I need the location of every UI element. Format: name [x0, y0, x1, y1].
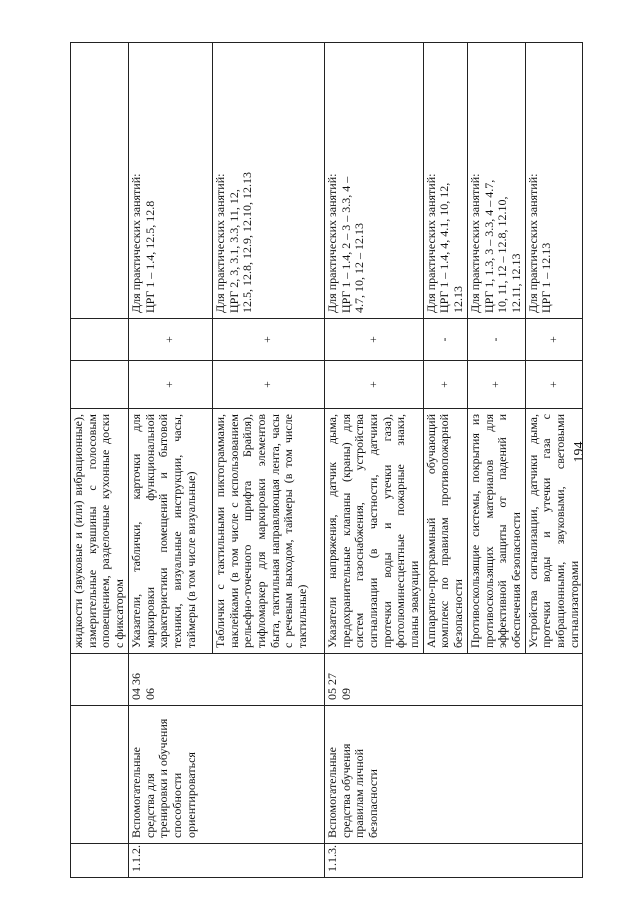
availability-mark-1: +	[467, 361, 525, 409]
availability-mark-2: +	[525, 319, 583, 361]
availability-mark-1: +	[525, 361, 583, 409]
row-number-cell: 1.1.3.	[324, 844, 583, 878]
table-row	[71, 43, 129, 878]
availability-mark-1: +	[212, 361, 324, 409]
note-line: ЦРГ 2, 3, 3.1, 3.3, 11, 12,	[226, 189, 241, 313]
equipment-description-cell: Таблички с тактильными пиктограммами, наклейками (в том числе с использованием рельефно-точечного шрифта Брайля), тифломаркер для маркировки элементов быта, тактильная направляющая лента, часы с речевым выходом, таймеры (в том числе тактильные)	[212, 409, 324, 654]
equipment-description-cell: Противоскользящие системы, покрытия из противоскользящих материалов для эффективной защиты от падений и обеспечения безопасности	[467, 409, 525, 654]
classification-code-cell: 04 36 06	[128, 654, 324, 706]
availability-mark-2: +	[212, 319, 324, 361]
equipment-description-cell: жидкости (звуковые и (или) вибрационные), измерительные кувшины с голосовым оповещением, разделочные кухонные доски с фиксатором	[71, 409, 129, 654]
note-line: 12.5, 12.8, 12.9, 12.10, 12.13	[240, 172, 255, 313]
table-row	[128, 43, 212, 878]
equipment-description-cell: Аппаратно-программный обучающий комплекс по правилам противопожарной безопасности	[423, 409, 467, 654]
availability-mark-1	[71, 361, 129, 409]
note-line: ЦРГ 1 – 1.4, 4, 4.1, 10, 12,	[437, 182, 452, 313]
classification-code-cell	[71, 654, 129, 706]
note-line: Для практических занятий:	[324, 173, 339, 313]
note-line: ЦРГ 1, 1.3, 3 – 3.3, 4 – 4.7,	[481, 179, 496, 313]
note-line: Для практических занятий:	[128, 173, 143, 313]
availability-mark-2: -	[467, 319, 525, 361]
note-line: Для практических занятий:	[467, 173, 482, 313]
item-name-cell	[71, 706, 129, 844]
note-line: ЦРГ 1 – 1.4, 12.5, 12.8	[142, 200, 157, 313]
availability-mark-2: +	[324, 319, 423, 361]
availability-mark-2: -	[423, 319, 467, 361]
note-line: 10, 11, 12 – 12.8, 12.10,	[495, 196, 510, 313]
table-row	[324, 43, 423, 878]
equipment-description-cell: Устройства сигнализации, датчики дыма, протечки воды и утечки газа с вибрационными, звуковыми, световыми сигнализаторами	[525, 409, 583, 654]
practical-lessons-note	[324, 43, 423, 319]
availability-mark-2	[71, 319, 129, 361]
availability-mark-1: +	[324, 361, 423, 409]
availability-mark-1: +	[423, 361, 467, 409]
practical-lessons-note	[128, 43, 212, 319]
note-line: Для практических занятий:	[525, 173, 540, 313]
row-number-cell	[71, 844, 129, 878]
equipment-description-cell: Указатели напряжения, датчик дыма, предохранительные клапаны (краны) для систем газоснабжения, устройства сигнализации (в частности, датчики протечки воды и утечки газа), фотолюминесцентные пожарные знаки, планы эвакуации	[324, 409, 423, 654]
availability-mark-1: +	[128, 361, 212, 409]
note-line: Для практических занятий:	[423, 173, 438, 313]
page-number: 194	[572, 441, 587, 463]
item-name-cell: Вспомогательные средства для тренировки и обучения способности ориентироваться	[128, 706, 324, 844]
note-line: ЦРГ 1 – 1.4, 2 – 3 – 3.3, 4 –	[338, 176, 353, 313]
classification-code-cell: 05 27 09	[324, 654, 583, 706]
availability-mark-2: +	[128, 319, 212, 361]
note-line: 4.7, 10, 12 – 12.13	[352, 223, 367, 313]
note-line: ЦРГ 1 – 12.13	[539, 242, 554, 313]
row-number-cell: 1.1.2.	[128, 844, 324, 878]
note-line: 12.11, 12.13	[508, 253, 523, 313]
equipment-table	[70, 42, 583, 878]
item-name-cell: Вспомогательные средства обучения правилам личной безопасности	[324, 706, 583, 844]
note-line: Для практических занятий:	[212, 173, 227, 313]
practical-lessons-note	[467, 43, 525, 319]
note-line: 12.13	[451, 286, 466, 313]
practical-lessons-note	[71, 43, 129, 319]
practical-lessons-note	[525, 43, 583, 319]
practical-lessons-note	[423, 43, 467, 319]
practical-lessons-note	[212, 43, 324, 319]
equipment-description-cell: Указатели, таблички, карточки для маркировки функциональной характеристики помещений и бытовой техники, визуальные инструкции, часы, таймеры (в том числе визуальные)	[128, 409, 212, 654]
